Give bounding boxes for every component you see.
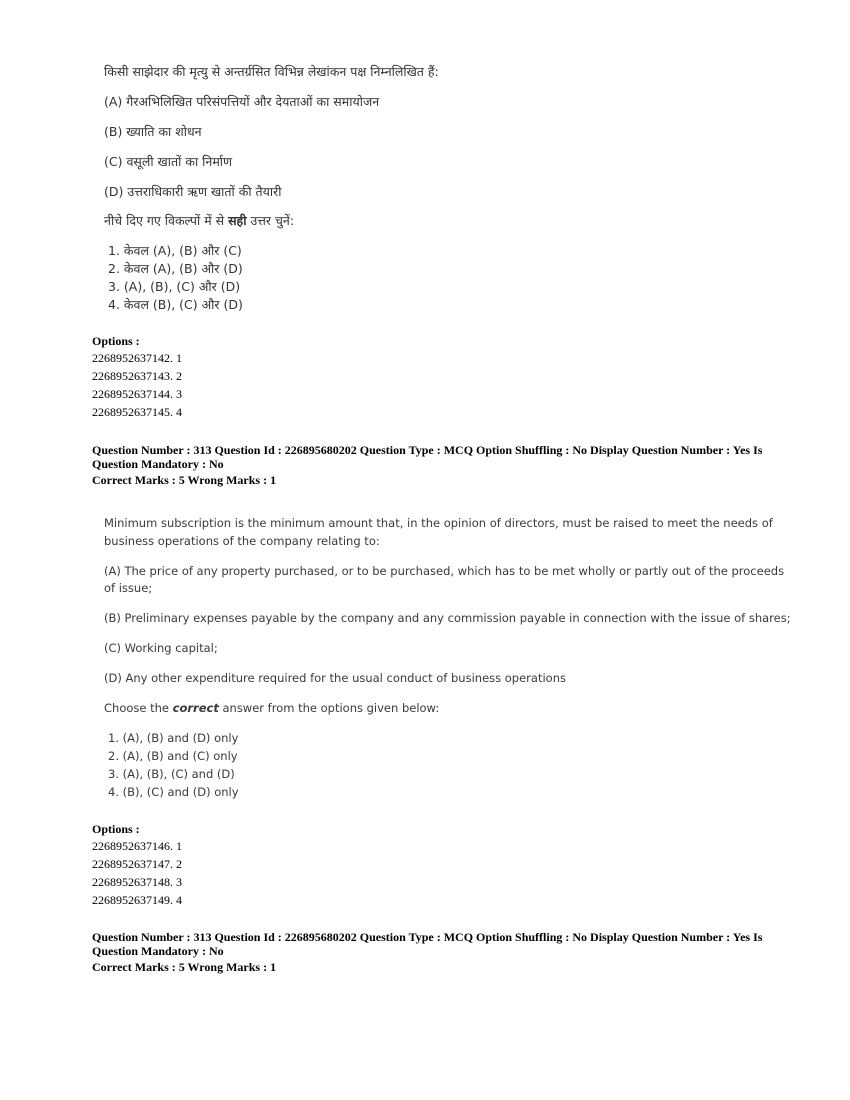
q2-item-d: (D) Any other expenditure required for the usual conduct of business operations: [104, 671, 566, 685]
q2-instruction: [104, 701, 439, 715]
q1-option-4: 2268952637145. 4: [92, 405, 182, 419]
q2-instruction-pre: Choose the: [104, 701, 173, 715]
q2-options-label: Options :: [92, 822, 140, 836]
q1-item-a: (A) गैरअभिलिखित परिसंपत्तियों और देयताओं का समायोजन: [104, 94, 380, 109]
meta-line-2: Question Mandatory : No: [92, 944, 224, 958]
meta-line-1: Question Number : 313 Question Id : 226895680202 Question Type : MCQ Option Shuffling : No Display Question Number : Yes Is: [92, 930, 763, 944]
q1-item-c: (C) वसूली खातों का निर्माण: [104, 154, 233, 169]
q2-option-3: 2268952637148. 3: [92, 875, 182, 889]
q2-instruction-emphasis: correct: [172, 701, 219, 715]
q1-instruction-post: उत्तर चुनें:: [246, 213, 295, 228]
q1-options-label: Options :: [92, 334, 140, 348]
q2-item-c: (C) Working capital;: [104, 641, 218, 655]
q2-stem-line-2: business operations of the company relating to:: [104, 534, 380, 548]
q2-option-1: 2268952637146. 1: [92, 839, 182, 853]
q2-instruction-post: answer from the options given below:: [218, 701, 440, 715]
q2-choice-2: 2. (A), (B) and (C) only: [108, 749, 238, 763]
q1-choice-3: 3. (A), (B), (C) और (D): [108, 279, 241, 294]
meta-line-2: Question Mandatory : No: [92, 457, 224, 471]
meta-line-1: Question Number : 313 Question Id : 226895680202 Question Type : MCQ Option Shuffling : No Display Question Number : Yes Is: [92, 443, 763, 457]
q1-option-1: 2268952637142. 1: [92, 351, 182, 365]
q1-instruction: [104, 212, 294, 229]
q1-choice-1: 1. केवल (A), (B) और (C): [108, 243, 242, 258]
q2-option-4: 2268952637149. 4: [92, 893, 182, 907]
q2-option-2: 2268952637147. 2: [92, 857, 182, 871]
q2-item-a-line-2: of issue;: [104, 581, 153, 595]
q2-stem-line-1: Minimum subscription is the minimum amount that, in the opinion of directors, must be raised to meet the needs of: [104, 516, 773, 530]
q1-option-3: 2268952637144. 3: [92, 387, 182, 401]
meta-line-3: Correct Marks : 5 Wrong Marks : 1: [92, 473, 277, 487]
q2-item-b: (B) Preliminary expenses payable by the company and any commission payable in connection with the issue of shares;: [104, 611, 791, 625]
q1-item-b: (B) ख्याति का शोधन: [104, 124, 202, 139]
q1-instruction-emphasis: सही: [228, 213, 247, 228]
q1-choice-4: 4. केवल (B), (C) और (D): [108, 297, 243, 312]
q2-choice-4: 4. (B), (C) and (D) only: [108, 785, 239, 799]
meta-line-3: Correct Marks : 5 Wrong Marks : 1: [92, 960, 277, 974]
question-meta: [92, 930, 772, 974]
q2-item-a-line-1: (A) The price of any property purchased, or to be purchased, which has to be met wholly or partly out of the proceeds: [104, 564, 785, 578]
q1-intro: किसी साझेदार की मृत्यु से अन्तर्ग्रसित विभिन्न लेखांकन पक्ष निम्नलिखित हैं:: [104, 64, 439, 79]
question-meta: [92, 443, 772, 487]
q1-item-d: (D) उत्तराधिकारी ऋण खातों की तैयारी: [104, 184, 282, 199]
q1-instruction-pre: नीचे दिए गए विकल्पों में से: [104, 213, 229, 228]
q1-option-2: 2268952637143. 2: [92, 369, 182, 383]
q2-choice-3: 3. (A), (B), (C) and (D): [108, 767, 235, 781]
q1-choice-2: 2. केवल (A), (B) और (D): [108, 261, 243, 276]
q2-choice-1: 1. (A), (B) and (D) only: [108, 731, 239, 745]
